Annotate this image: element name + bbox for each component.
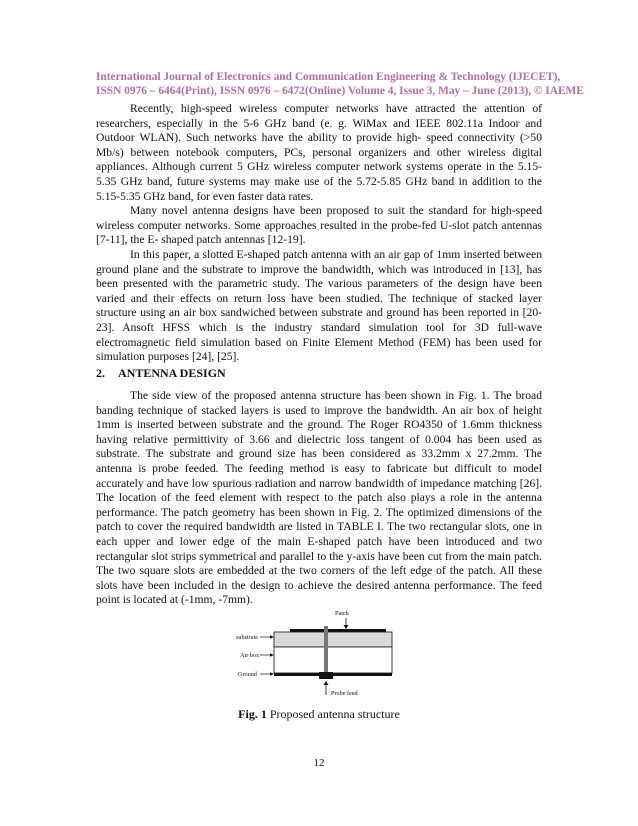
paragraph: In this paper, a slotted E-shaped patch antenna with an air gap of 1mm inserted between ground plane and the substrate to improve the bandwidth, which was introduced in [13], has been presented with the parametric study. The various parameters of the design have been varied and their effects on return loss have been studied. The technique of stacked layer structure using an air box sandwiched between substrate and ground has been reported in [20-23]. Ansoft HFSS which is the industry standard simulation tool for 3D full-wave electromagnetic field simulation based on Finite Element Method (FEM) has been used for simulation purposes [24], [25]. (96, 247, 542, 364)
patch-label: Patch (335, 610, 349, 617)
figure-number: Fig. 1 (238, 707, 267, 721)
section-heading (96, 366, 226, 381)
substrate-arrowhead (270, 635, 274, 638)
journal-header (96, 70, 584, 98)
probe-feed-pin (324, 626, 328, 673)
paragraph: The side view of the proposed antenna structure has been shown in Fig. 1. The broad banding technique of stacked layers is used to improve the bandwidth. An air box of height 1mm is inserted between substrate and the ground. The Roger RO4350 of 1.6mm thickness having relative permittivity of 3.66 and dielectric loss tangent of 0.004 has been used as substrate. The substrate and ground size has been considered as 33.2mm x 27.2mm. The antenna is probe feeded. The feeding method is easy to fabricate but difficult to model accurately and have low spurious radiation and narrow bandwidth of impedance matching [26]. The location of the feed element with respect to the patch also plays a role in the antenna performance. The patch geometry has been shown in Fig. 2. The optimized dimensions of the patch to cover the required bandwidth are listed in TABLE I. The two rectangular slots, one in each upper and lower edge of the main E-shaped patch have been introduced and two rectangular slot strips symmetrical and parallel to the y-axis have been cut from the main patch. The two square slots are embedded at the two corners of the left edge of the patch. All these slots have been included in the design to achieve the desired antenna performance. The feed point is located at (-1mm, -7mm). (96, 389, 542, 607)
paragraph: Recently, high-speed wireless computer networks have attracted the attention of researchers, especially in the 5-6 GHz band (e. g. WiMax and IEEE 802.11a Indoor and Outdoor WLAN). Such networks have the ability to provide high- speed connectivity (>50 Mb/s) between notebook computers, PCs, personal organizers and other wireless digital appliances. Although current 5 GHz wireless computer network systems operate in the 5.15-5.35 GHz band, future systems may make use of the 5.72-5.85 GHz band in addition to the 5.15-5.35 GHz band, for even faster data rates. (96, 102, 542, 203)
probe-feed-arrowhead (324, 681, 329, 685)
page-number: 12 (313, 757, 325, 769)
air-box-arrowhead (270, 653, 274, 656)
air-box-layer (274, 647, 392, 673)
ground-label: Ground (238, 671, 257, 678)
substrate-label: substrate (236, 634, 258, 641)
air-box-label: Air box (240, 652, 260, 659)
probe-feed-label: Probe feed (331, 690, 358, 697)
antenna-structure-figure (230, 606, 410, 702)
section-number: 2. (96, 366, 105, 380)
journal-header-line-1: International Journal of Electronics and Communication Engineering & Technology (IJECET), (96, 71, 561, 83)
patch (290, 629, 386, 632)
antenna-design-text (96, 389, 542, 608)
paragraph: Many novel antenna designs have been proposed to suit the standard for high-speed wireless computer networks. Some approaches resulted in the probe-fed U-slot patch antennas [7-11], the E- shaped patch antennas [12-19]. (96, 204, 542, 247)
substrate-layer (274, 632, 392, 647)
patch-arrowhead (344, 625, 349, 629)
section-title: ANTENNA DESIGN (118, 366, 226, 380)
journal-header-line-2: ISSN 0976 – 6464(Print), ISSN 0976 – 6472(Online) Volume 4, Issue 3, May – June (2013), © IAEME (96, 85, 584, 97)
ground-arrowhead (270, 672, 274, 675)
probe-feed-connector (319, 672, 333, 679)
figure-caption-text: Proposed antenna structure (269, 707, 400, 721)
figure-caption (0, 707, 638, 722)
introduction-text (96, 102, 542, 365)
